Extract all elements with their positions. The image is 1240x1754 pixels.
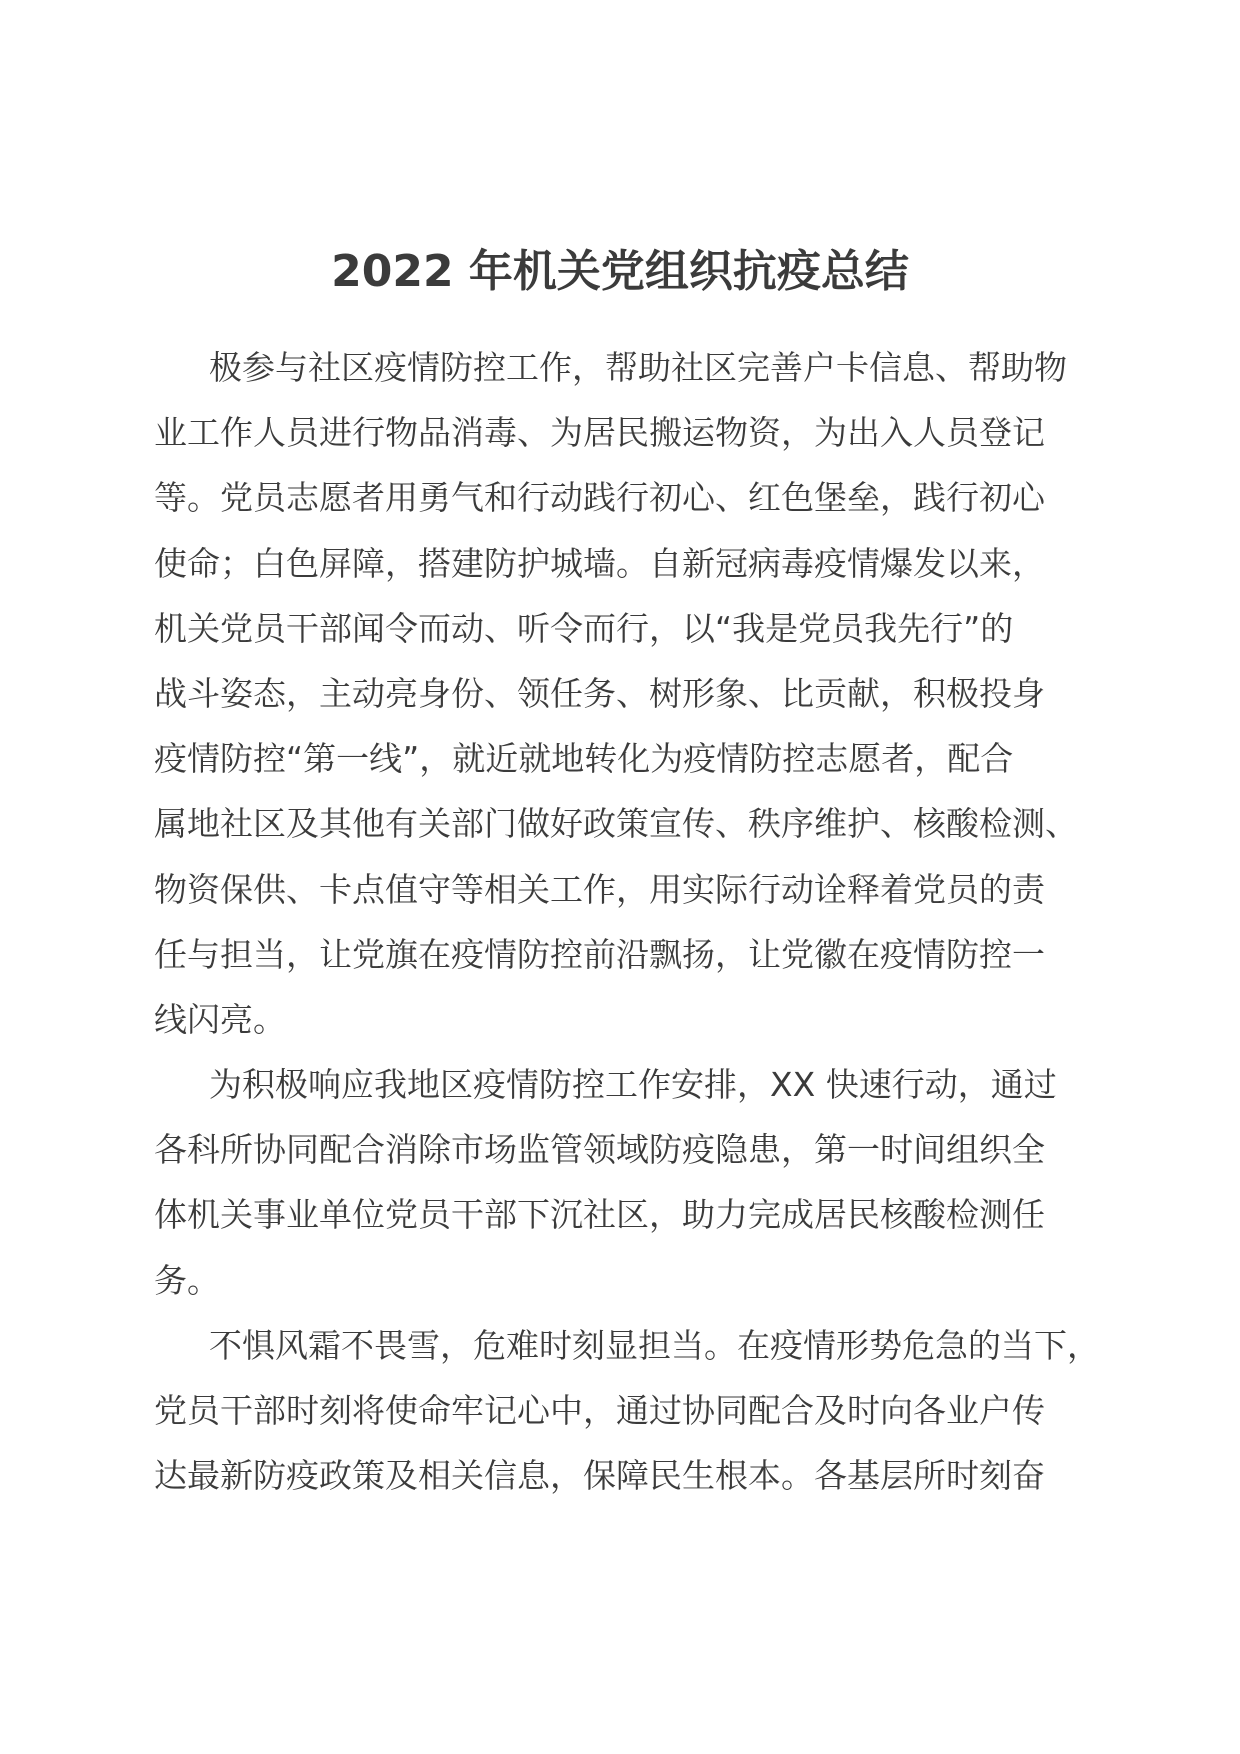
paragraph-line: 任与担当，让党旗在疫情防控前沿飘扬，让党徽在疫情防控一 xyxy=(154,934,1045,974)
paragraph-line: 使命；白色屏障，搭建防护城墙。自新冠病毒疫情爆发以来， xyxy=(154,543,1045,583)
paragraph-line: 极参与社区疫情防控工作，帮助社区完善户卡信息、帮助物 xyxy=(209,348,1067,387)
paragraph-line: 战斗姿态，主动亮身份、领任务、树形象、比贡献，积极投身 xyxy=(154,673,1045,713)
paragraph-line: 线闪亮。 xyxy=(154,999,286,1039)
document-title: 2022 年机关党组织抗疫总结 xyxy=(331,246,909,297)
paragraph-line: 不惧风霜不畏雪，危难时刻显担当。在疫情形势危急的当下， xyxy=(209,1325,1100,1365)
paragraph-line: 属地社区及其他有关部门做好政策宣传、秩序维护、核酸检测、 xyxy=(154,804,1078,844)
paragraph-line: 各科所协同配合消除市场监管领域防疫隐患，第一时间组织全 xyxy=(154,1130,1045,1170)
paragraph-line: 机关党员干部闻令而动、听令而行，以“我是党员我先行”的 xyxy=(154,608,1014,648)
paragraph-line: 业工作人员进行物品消毒、为居民搬运物资，为出入人员登记 xyxy=(154,413,1045,453)
paragraph-line: 物资保供、卡点值守等相关工作，用实际行动诠释着党员的责 xyxy=(154,869,1045,909)
paragraph-line: 等。党员志愿者用勇气和行动践行初心、红色堡垒，践行初心 xyxy=(154,478,1045,518)
document-body xyxy=(154,335,1098,1508)
paragraph-1 xyxy=(154,335,1098,1052)
paragraph-line: 疫情防控“第一线”，就近就地转化为疫情防控志愿者，配合 xyxy=(154,739,1014,779)
paragraph-line: 为积极响应我地区疫情防控工作安排，XX 快速行动，通过 xyxy=(209,1065,1057,1105)
paragraph-line: 党员干部时刻将使命牢记心中，通过协同配合及时向各业户传 xyxy=(154,1391,1045,1430)
paragraph-line: 体机关事业单位党员干部下沉社区，助力完成居民核酸检测任 xyxy=(154,1195,1045,1235)
paragraph-2 xyxy=(154,1052,1098,1313)
paragraph-line: 达最新防疫政策及相关信息，保障民生根本。各基层所时刻奋 xyxy=(154,1456,1045,1496)
paragraph-3 xyxy=(154,1313,1098,1509)
paragraph-line: 务。 xyxy=(154,1260,220,1300)
